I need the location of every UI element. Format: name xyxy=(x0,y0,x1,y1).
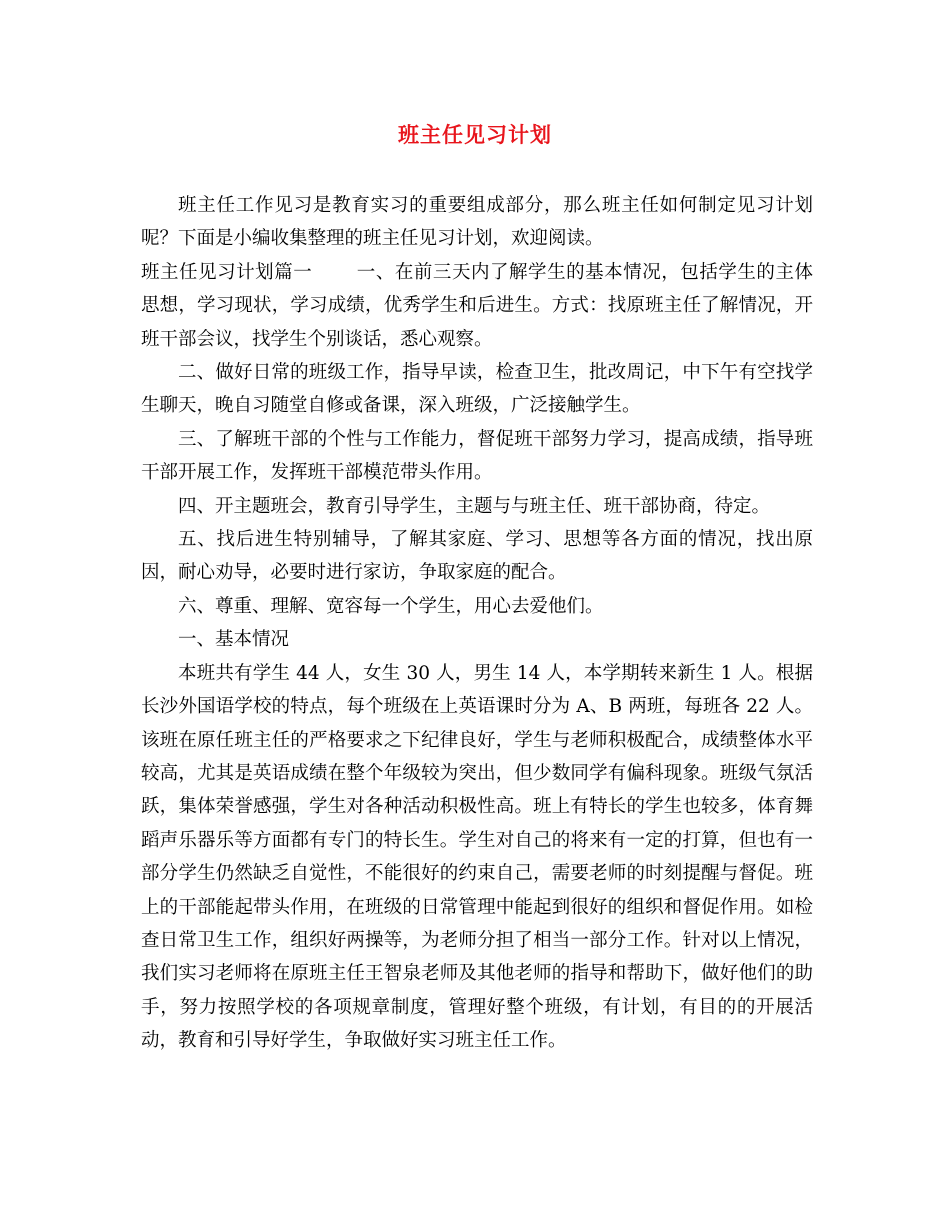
basic-info-paragraph: 本班共有学生 44 人，女生 30 人，男生 14 人，本学期转来新生 1 人。根据长沙外国语学校的特点，每个班级在上英语课时分为 A、B 两班，每班各 22 人。该班在原任班主任的严格要求之下纪律良好，学生与老师积极配合，成绩整体水平较高，尤其是英语成绩在整个年级较为突出，但少数同学有偏科现象。班级气氛活跃，集体荣誉感强，学生对各种活动积极性高。班上有特长的学生也较多，体育舞蹈声乐器乐等方面都有专门的特长生。学生对自己的将来有一定的打算，但也有一部分学生仍然缺乏自觉性，不能很好的约束自己，需要老师的时刻提醒与督促。班上的干部能起带头作用，在班级的日常管理中能起到很好的组织和督促作用。如检查日常卫生工作，组织好两操等，为老师分担了相当一部分工作。针对以上情况，我们实习老师将在原班主任王智泉老师及其他老师的指导和帮助下，做好他们的助手，努力按照学校的各项规章制度，管理好整个班级，有计划，有目的的开展活动，教育和引导好学生，争取做好实习班主任工作。 xyxy=(141,662,813,1052)
plan-item-5: 五、找后进生特别辅导，了解其家庭、学习、思想等各方面的情况，找出原因，耐心劝导，必要时进行家访，争取家庭的配合。 xyxy=(141,529,813,584)
section-one-paragraph xyxy=(141,256,813,356)
plan-item-6: 六、尊重、理解、宽容每一个学生，用心去爱他们。 xyxy=(178,595,604,617)
plan-item-4: 四、开主题班会，教育引导学生，主题与与班主任、班干部协商，待定。 xyxy=(178,495,771,517)
document-body xyxy=(141,189,813,1058)
plan-item-3: 三、了解班干部的个性与工作能力，督促班干部努力学习，提高成绩，指导班干部开展工作，发挥班干部模范带头作用。 xyxy=(141,428,813,484)
section-heading-basic-info: 一、基本情况 xyxy=(178,629,290,651)
plan-item-1: 一、在前三天内了解学生的基本情况，包括学生的主体思想，学习现状，学习成绩，优秀学生和后进生。方式：找原班主任了解情况，开班干部会议，找学生个别谈话，悉心观察。 xyxy=(141,261,813,350)
document-title: 班主任见习计划 xyxy=(398,123,552,147)
section-label: 班主任见习计划篇一 xyxy=(141,261,313,283)
plan-item-2: 二、做好日常的班级工作，指导早读，检查卫生，批改周记，中下午有空找学生聊天，晚自习随堂自修或备课，深入班级，广泛接触学生。 xyxy=(141,362,813,417)
intro-paragraph: 班主任工作见习是教育实习的重要组成部分，那么班主任如何制定见习计划呢？下面是小编收集整理的班主任见习计划，欢迎阅读。 xyxy=(141,195,813,250)
